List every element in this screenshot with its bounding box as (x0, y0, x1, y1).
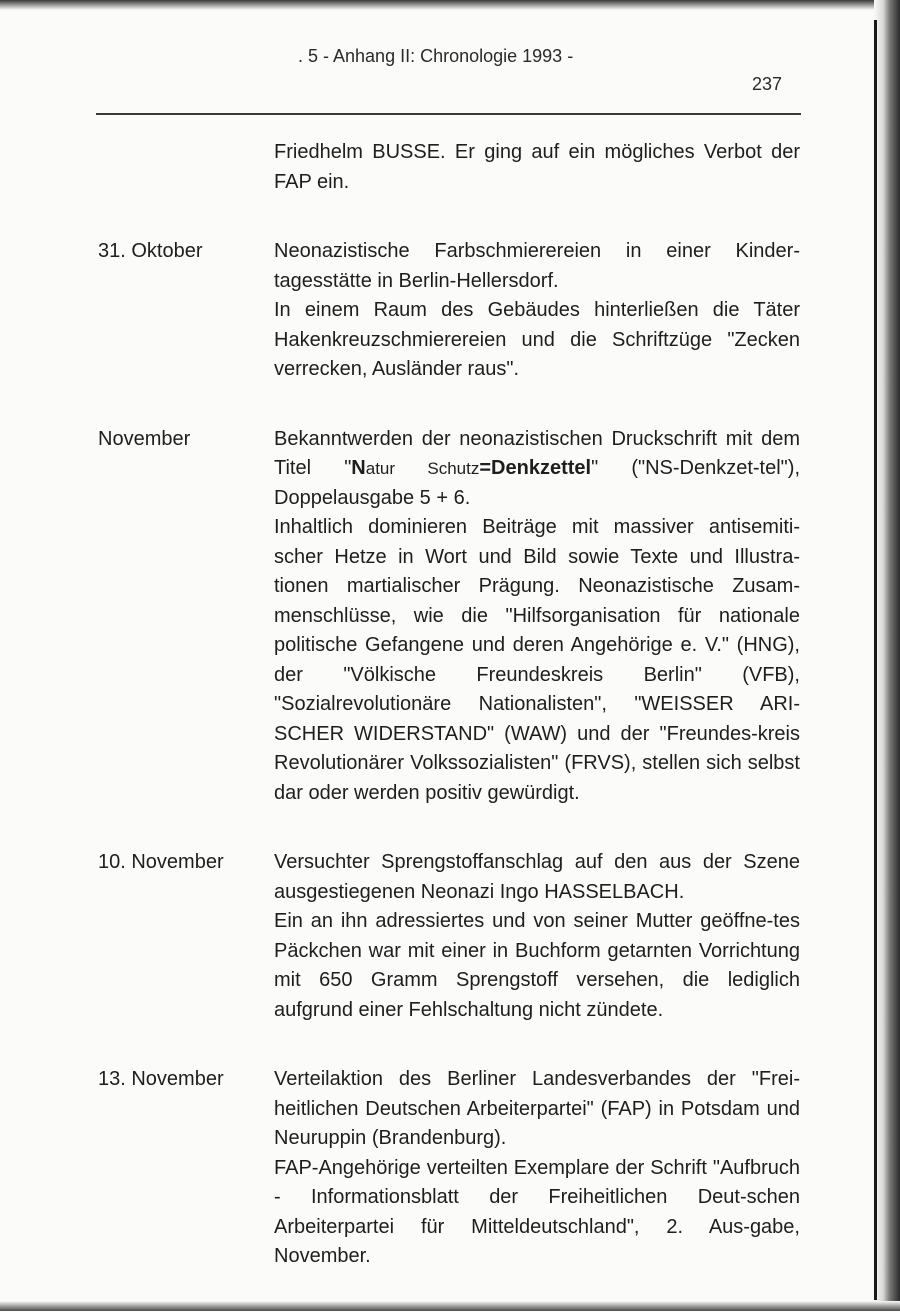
publication-title-separator: = (479, 457, 492, 479)
running-header (0, 46, 900, 106)
entry-paragraph: In einem Raum des Gebäudes hinterließen die Täter Hakenkreuzschmierereien und die Schriftzüge "Zecken verrecken, Ausländer raus". (274, 299, 800, 380)
entry-paragraph: Versuchter Sprengstoffanschlag auf den aus der Szene ausgestiegenen Neonazi Ingo HASSELBACH. (274, 851, 800, 903)
entry-paragraph (274, 425, 800, 514)
entry-text (274, 237, 800, 385)
entry-paragraph: Inhaltlich dominieren Beiträge mit massiver antisemiti-scher Hetze in Wort und Bild sowie Texte und Illustra-tionen martialischer Prägung. Neonazistische Zusam-menschlüsse, wie die "Hilfsorganisation für nationale politische Gefangene und deren Angehörige e. V." (HNG), der "Völkische Freundeskreis Berlin" (VFB), "Sozialrevolutionäre Nationalisten", "WEISSER ARI-SCHER WIDERSTAND" (WAW) und der "Freundes-kreis Revolutionärer Volkssozialisten" (FRVS), stellen sich selbst dar oder werden positiv gewürdigt. (274, 516, 800, 804)
entry-text (274, 848, 800, 1025)
entry-date: November (98, 427, 191, 450)
chronology-entry (0, 848, 900, 1025)
header-title: . 5 - Anhang II: Chronologie 1993 - (298, 46, 574, 66)
chronology-entry (0, 138, 900, 197)
entry-text (274, 138, 800, 197)
entry-paragraph: Ein an ihn adressiertes und von seiner Mutter geöffne-tes Päckchen war mit einer in Buchform getarnten Vorrichtung mit 650 Gramm Sprengstoff versehen, die lediglich aufgrund einer Fehlschaltung nicht zündete. (274, 910, 800, 1021)
page-number: 237 (752, 74, 783, 94)
entry-paragraph: Verteilaktion des Berliner Landesverbandes der "Frei-heitlichen Deutschen Arbeiterpartei" (FAP) in Potsdam und Neuruppin (Brandenburg). (274, 1068, 800, 1149)
chronology-entries (0, 138, 900, 1312)
publication-title-part: atur (365, 459, 428, 478)
entry-date: 13. November (98, 1068, 224, 1090)
publication-title-initial: N (351, 457, 366, 479)
entry-paragraph: Friedhelm BUSSE. Er ging auf ein mögliches Verbot der FAP ein. (274, 141, 800, 193)
entry-date: 10. November (98, 851, 224, 873)
chronology-entry (0, 1065, 900, 1272)
publication-title-part: Schutz (427, 459, 480, 478)
header-rule (96, 113, 801, 115)
publication-title-part: Denkzettel (491, 457, 592, 479)
entry-date (0, 138, 274, 197)
chronology-entry (0, 425, 900, 809)
scan-edge-top (0, 0, 900, 10)
entry-date: 31. Oktober (98, 240, 203, 262)
paragraph-text: " ("NS-Denkzet-tel"), Doppelausgabe 5 + 6. (274, 457, 800, 509)
paragraph-text: Bekanntwerden der neonazistischen Druckschrift mit dem Titel " (274, 427, 800, 479)
entry-paragraph: FAP-Angehörige verteilten Exemplare der Schrift "Aufbruch - Informationsblatt der Freiheitlichen Deut-schen Arbeiterpartei für Mitteldeutschland", 2. Aus-gabe, November. (274, 1156, 800, 1267)
entry-paragraph: Neonazistische Farbschmierereien in einer Kinder-tagesstätte in Berlin-Hellersdorf. (274, 240, 800, 292)
entry-text (274, 425, 800, 809)
entry-text (274, 1065, 800, 1272)
chronology-entry (0, 237, 900, 385)
